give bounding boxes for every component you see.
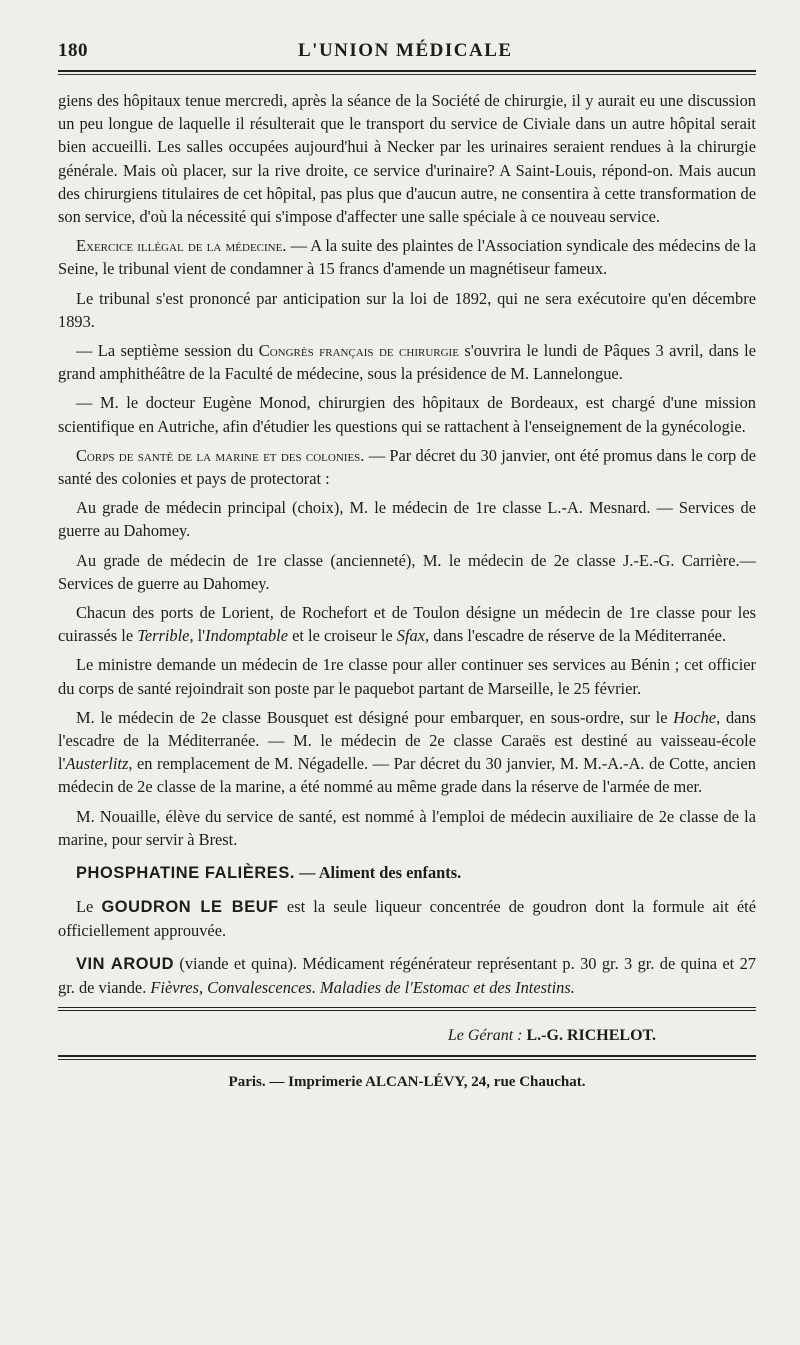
ports-post2: , dans l'escadre de réserve de la Méditerranée.	[425, 626, 727, 646]
printer-rule	[58, 1055, 756, 1057]
ports-post1: 1re classe pour les cuirassés le	[58, 603, 756, 646]
footer-rule-1	[58, 1007, 756, 1008]
exercice-text: — A la suite des plaintes de l'Association syndicale des médecins de la Seine, le tribunal vient de condamner à 15 francs d'amende un magnétiseur fameux.	[58, 236, 756, 279]
exercice-heading: Exercice illégal de la médecine.	[76, 236, 287, 256]
bousquet-post: , en remplacement de M. Négadelle. — Par décret du 30 janvier, M. M.-A.-A. de Cotte, ancien médecin de 2e classe de la marine, a été nommé au même grade dans la réserve de l'armée de mer.	[58, 754, 756, 797]
ad-vin-aroud	[58, 952, 756, 999]
ad-phosphatine-text: — Aliment des enfants.	[295, 863, 462, 883]
page-number: 180	[58, 40, 88, 61]
bousquet-mid: , dans l'escadre de la Méditerranée. — M. le médecin de 2e classe Caraës est destiné au vaisseau-école l'	[58, 707, 756, 774]
paragraph-exercice-illegal	[58, 234, 756, 280]
paragraph-hospitals: giens des hôpitaux tenue mercredi, après la séance de la Société de chirurgie, il y aurait eu une discussion un peu longue de laquelle il résulterait que le transport du service de Civiale dans un autre hôpital serait bien accueilli. Les salles occupées aujourd'hui à Necker par les urinaires seraient rendues à la chirurgie générale. Mais où placer, sur la rive droite, ce service d'urinaire? A Saint-Louis, répond-on. Mais aucun des chirurgiens titulaires de cet hôpital, pas plus que d'aucun autre, ne consentira à cette transformation de son service, d'où la nécessité qui s'impose d'affecter une salle spéciale à ce nouveau service.	[58, 91, 756, 227]
ad-vin-text: (viande et quina). Médicament régénérateur représentant p. 30 gr. 3 gr. de quina et 27 gr. de viande.	[58, 954, 756, 998]
gerant-signature	[58, 1027, 756, 1045]
gerant-role: Le Gérant :	[447, 1027, 523, 1045]
congres-name: Congrès français de chirurgie	[258, 341, 459, 361]
bousquet-pre: M. le médecin de 2e classe Bousquet est désigné pour embarquer, en sous-ordre, sur le	[76, 707, 674, 727]
paragraph-corps-sante	[58, 444, 756, 490]
ship-sfax: Sfax	[396, 626, 425, 646]
printer-rule-thin	[58, 1059, 756, 1060]
ship-indomptable: Indomptable	[205, 626, 288, 646]
ad-phosphatine	[58, 861, 756, 885]
paragraph-grade-principal: Au grade de médecin principal (choix), M. le médecin de 1re classe L.-A. Mesnard. — Services de guerre au Dahomey.	[58, 498, 756, 541]
paragraph-ministre: Le ministre demande un médecin de 1re classe pour aller continuer ses services au Bénin ; cet officier du corps de santé rejoindrait son poste par le paquebot partant de Marseille, le 25 février.	[58, 655, 756, 698]
ad-vin-brand: VIN AROUD	[76, 955, 175, 974]
congres-pre: — La septième session du	[76, 341, 259, 361]
journal-title: L'UNION MÉDICALE	[298, 40, 513, 61]
paragraph-tribunal: Le tribunal s'est prononcé par anticipation sur la loi de 1892, qui ne sera exécutoire qu'en décembre 1893.	[58, 288, 756, 331]
ship-austerlitz: Austerlitz	[65, 754, 129, 774]
printer-line: Paris. — Imprimerie ALCAN-LÉVY, 24, rue Chauchat.	[228, 1074, 586, 1091]
corps-text: — Par décret du 30 janvier, ont été promus dans le corp de santé des colonies et pays de protectorat :	[58, 445, 756, 489]
paragraph-monod: — M. le docteur Eugène Monod, chirurgien des hôpitaux de Bordeaux, est chargé d'une mission scientifique en Autriche, afin d'étudier les questions qui se rattachent à l'enseignement de la gynécologie.	[58, 393, 756, 436]
ports-mid: et le croiseur le	[288, 626, 397, 646]
ship-hoche: Hoche	[673, 707, 717, 727]
paragraph-grade-premiere: Au grade de médecin de 1re classe (ancienneté), M. le médecin de 2e classe J.-E.-G. Carrière.— Services de guerre au Dahomey.	[58, 550, 756, 593]
ports-pre: Chacun des ports de Lorient, de Rochefort et de Toulon désigne un médecin de	[76, 603, 623, 623]
ad-phosphatine-brand: PHOSPHATINE FALIÈRES.	[76, 864, 296, 883]
ship-terrible: Terrible	[137, 626, 190, 646]
ad-goudron-brand: GOUDRON LE BEUF	[101, 898, 279, 917]
header-rule-thin	[58, 74, 756, 75]
ports-sep1: , l'	[189, 626, 206, 646]
header-rule	[58, 70, 756, 72]
ad-goudron	[58, 895, 756, 942]
ad-goudron-text: est la seule liqueur concentrée de goudron dont la formule ait été officiellement approuvée.	[58, 897, 757, 941]
paragraph-congres	[58, 339, 756, 385]
ad-vin-italic: Fièvres, Convalescences. Maladies de l'Estomac et des Intestins.	[150, 978, 575, 998]
ad-goudron-pre: Le	[76, 897, 102, 917]
article-body	[58, 89, 756, 851]
corps-heading: Corps de santé de la marine et des colonies.	[76, 445, 365, 465]
footer-rule-2	[58, 1010, 756, 1011]
footer-rules	[58, 1007, 756, 1011]
congres-post: s'ouvrira le lundi de Pâques 3 avril, dans le grand amphithéâtre de la Faculté de médecine, sous la présidence de M. Lannelongue.	[58, 341, 757, 384]
paragraph-bousquet	[58, 706, 756, 799]
paragraph-ports	[58, 601, 756, 647]
running-head	[58, 40, 756, 62]
paragraph-nouaille: M. Nouaille, élève du service de santé, est nommé à l'emploi de médecin auxiliaire de 2e classe de la marine, pour servir à Brest.	[58, 806, 756, 849]
gerant-name: L.-G. RICHELOT.	[526, 1027, 656, 1045]
